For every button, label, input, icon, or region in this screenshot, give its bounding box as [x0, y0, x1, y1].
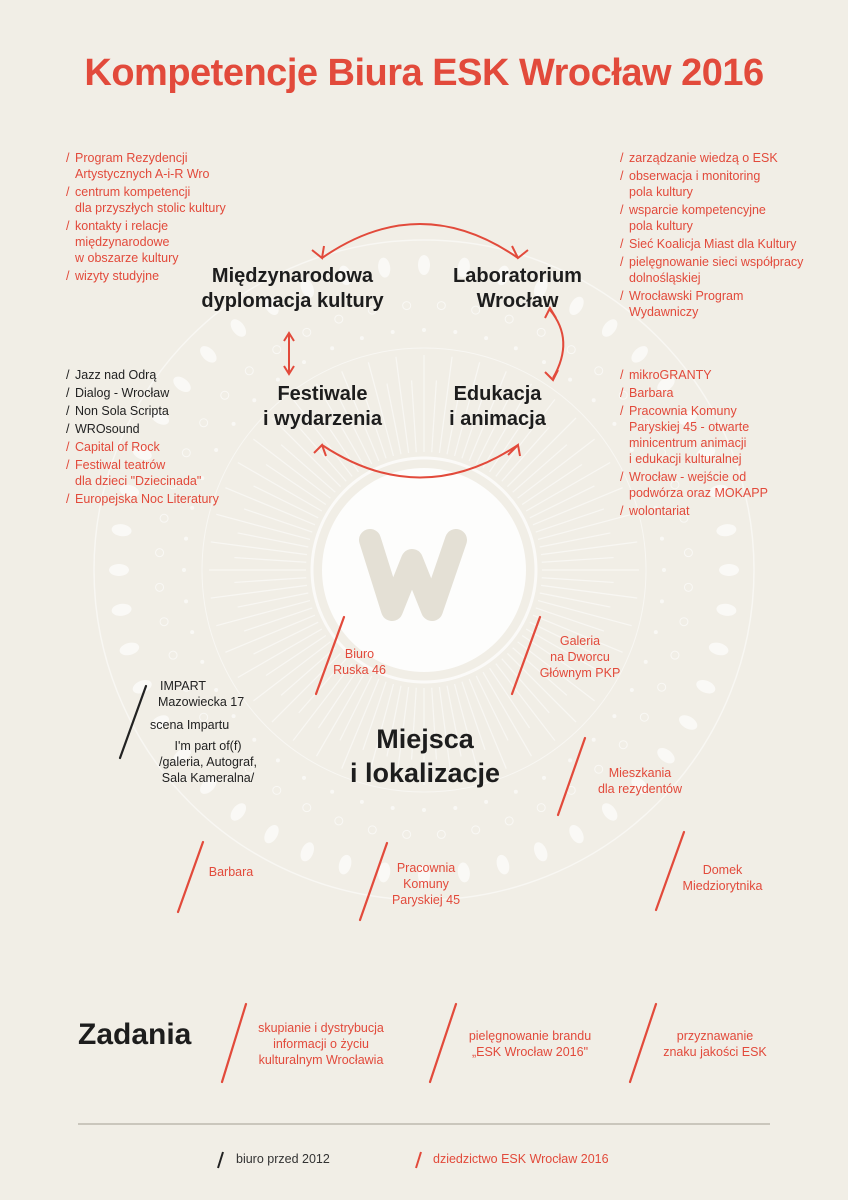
node-laboratory: Laboratorium Wrocław — [453, 265, 582, 312]
place-biuro: Biuro Ruska 46 — [333, 647, 386, 677]
list-item: / Pracownia Komuny Paryskiej 45 - otwarte minicentrum animacji i edukacji kulturalnej — [620, 404, 750, 466]
node-places: Miejsca i lokalizacje — [349, 724, 501, 788]
node-education: Edukacja i animacja — [449, 383, 546, 430]
list-item: / Non Sola Scripta — [66, 404, 169, 418]
place-pracownia: Pracownia Komuny Paryskiej 45 — [391, 861, 461, 907]
node-diplomacy: Międzynarodowa dyplomacja kultury — [201, 265, 384, 312]
list-item: / Capital of Rock — [66, 440, 160, 454]
education-list — [620, 367, 820, 521]
list-item: / Europejska Noc Literatury — [66, 492, 219, 506]
list-item: / Dialog - Wrocław — [66, 386, 170, 400]
list-item: / Jazz nad Odrą — [66, 368, 157, 382]
node-festivals: Festiwale i wydarzenia — [263, 383, 382, 430]
list-item: / Program Rezydencji Artystycznych A-i-R Wro — [66, 151, 210, 181]
laboratory-list — [620, 150, 820, 322]
task-item: pielęgnowanie brandu „ESK Wrocław 2016" — [468, 1029, 592, 1059]
list-item: / centrum kompetencji dla przyszłych stolic kultury — [66, 185, 226, 215]
tasks-heading: Zadania — [78, 1018, 192, 1051]
list-item: / mikroGRANTY — [620, 368, 712, 382]
list-item: / Wrocław - wejście od podwórza oraz MOKAPP — [620, 470, 768, 500]
place-domek: Domek Miedziorytnika — [682, 863, 763, 893]
place-impart-part: I'm part of(f) /galeria, Autograf, Sala Kameralna/ — [159, 739, 257, 785]
legend-before-label: biuro przed 2012 — [236, 1152, 330, 1166]
list-item: / Sieć Koalicja Miast dla Kultury — [620, 237, 797, 251]
list-item: / kontakty i relacje międzynarodowe w obszarze kultury — [66, 219, 179, 265]
place-impart-stage: scena Impartu — [150, 718, 230, 732]
list-item: / Wrocławski Program Wydawniczy — [620, 289, 744, 319]
list-item: / WROsound — [66, 422, 140, 436]
place-impart-address: Mazowiecka 17 — [158, 695, 245, 709]
list-item: / pielęgnowanie sieci współpracy dolnośląskiej — [620, 255, 804, 285]
legend-before-slash — [218, 1152, 223, 1168]
task-item: skupianie i dystrybucja informacji o życiu kulturalnym Wrocławia — [258, 1021, 384, 1067]
place-barbara: Barbara — [208, 865, 254, 879]
task-item: przyznawanie znaku jakości ESK — [663, 1029, 767, 1059]
festivals-list — [66, 367, 266, 509]
list-item: / wolontariat — [620, 504, 690, 518]
list-item: / wizyty studyjne — [66, 269, 160, 283]
page-title: Kompetencje Biura ESK Wrocław 2016 — [84, 52, 764, 94]
list-item: / Festiwal teatrów dla dzieci "Dziecinada" — [66, 458, 202, 488]
list-item: / wsparcie kompetencyjne pola kultury — [620, 203, 766, 233]
list-item: / Barbara — [620, 386, 674, 400]
place-mieszkania: Mieszkania dla rezydentów — [597, 766, 683, 796]
place-galeria: Galeria na Dworcu Głównym PKP — [539, 634, 621, 680]
list-item: / zarządzanie wiedzą o ESK — [620, 151, 778, 165]
legend-legacy-slash — [416, 1152, 421, 1168]
list-item: / obserwacja i monitoring pola kultury — [620, 169, 761, 199]
place-impart-name: IMPART — [160, 679, 207, 693]
legend-legacy-label: dziedzictwo ESK Wrocław 2016 — [433, 1152, 609, 1166]
